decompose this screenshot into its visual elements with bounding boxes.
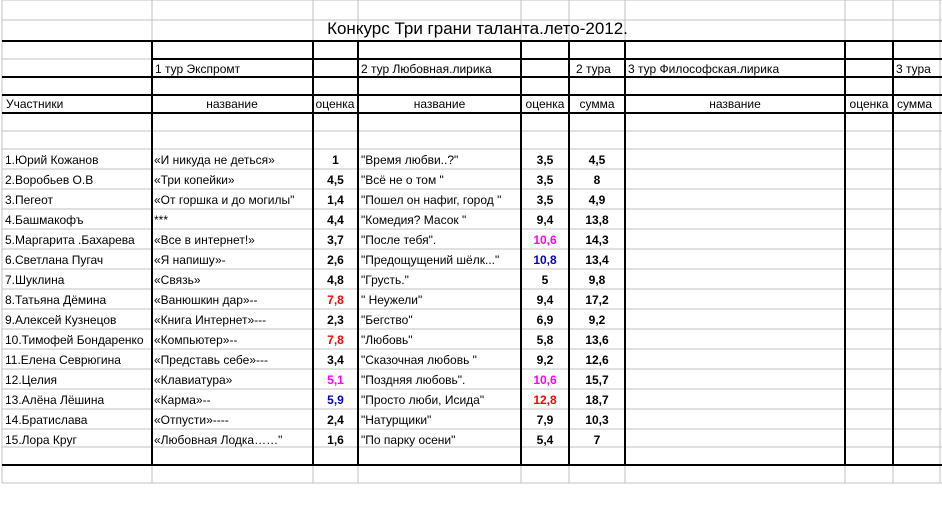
tour1-header[interactable]: 1 тур Экспромт	[155, 62, 241, 76]
tour2-score-cell[interactable]: 5	[541, 273, 549, 287]
two-tours-sum-cell[interactable]: 7	[593, 433, 601, 447]
tour1-score-cell[interactable]: 1,6	[327, 433, 344, 447]
participant-cell[interactable]: 10.Тимофей Бондаренко	[5, 333, 144, 347]
tour1-score-cell[interactable]: 7,8	[327, 333, 344, 347]
tour2-title-cell[interactable]: "Любовь"	[361, 333, 413, 347]
tour1-title-cell[interactable]: «От горшка и до могилы"	[154, 193, 295, 207]
tour2-score-cell[interactable]: 10,6	[533, 233, 557, 247]
tour2-title-cell[interactable]: " Неужели"	[361, 293, 423, 307]
two-tours-sum-cell[interactable]: 15,7	[585, 373, 609, 387]
participant-cell[interactable]: 9.Алексей Кузнецов	[5, 313, 117, 327]
tour3-score-header[interactable]: оценка	[849, 97, 889, 111]
tour2-score-header[interactable]: оценка	[525, 97, 565, 111]
tour1-title-cell[interactable]: ***	[154, 213, 169, 227]
tour1-score-cell[interactable]: 2,3	[327, 313, 344, 327]
participant-cell[interactable]: 11.Елена Севрюгина	[5, 353, 121, 367]
tour1-title-cell[interactable]: «Книга Интернет»---	[154, 313, 267, 327]
tour1-score-cell[interactable]: 7,8	[327, 293, 344, 307]
tour1-title-cell[interactable]: «И никуда не деться»	[154, 153, 275, 167]
participant-cell[interactable]: 3.Пегеот	[5, 193, 53, 207]
tour1-score-cell[interactable]: 4,8	[327, 273, 344, 287]
tour2-title-cell[interactable]: "Сказочная любовь "	[361, 353, 477, 367]
tour3-sum-header[interactable]: сумма	[897, 97, 933, 111]
two-tours-sum-cell[interactable]: 10,3	[585, 413, 609, 427]
tour2-title-cell[interactable]: "Бегство"	[361, 313, 413, 327]
two-tours-sum-cell[interactable]: 13,6	[585, 333, 609, 347]
tour1-title-cell[interactable]: «Я напишу»-	[154, 253, 226, 267]
tour2-title-cell[interactable]: "Всё не о том "	[361, 173, 444, 187]
tour2-score-cell[interactable]: 3,5	[536, 153, 554, 167]
tour2-score-cell[interactable]: 5,4	[536, 433, 554, 447]
tour1-title-cell[interactable]: «Карма»--	[154, 393, 211, 407]
tour1-score-cell[interactable]: 4,5	[327, 173, 344, 187]
participant-cell[interactable]: 12.Целия	[5, 373, 58, 387]
tour2-score-cell[interactable]: 9,4	[536, 293, 554, 307]
tour2-score-cell[interactable]: 3,5	[536, 193, 554, 207]
tour1-title-cell[interactable]: «Компьютер»--	[154, 333, 238, 347]
tour2-score-cell[interactable]: 7,9	[536, 413, 554, 427]
tour1-title-cell[interactable]: «Ванюшкин дар»--	[154, 293, 258, 307]
two-tours-sum-header[interactable]: 2 тура	[576, 62, 611, 76]
tour2-title-cell[interactable]: "Комедия? Масок "	[361, 213, 467, 227]
tour1-title-cell[interactable]: «Представь себе»---	[154, 353, 268, 367]
tour1-title-cell[interactable]: «Связь»	[154, 273, 201, 287]
two-tours-sum-cell[interactable]: 8	[593, 173, 601, 187]
tour2-title-cell[interactable]: "Поздняя любовь".	[361, 373, 466, 387]
participant-cell[interactable]: 13.Алёна Лёшина	[5, 393, 105, 407]
tour3-header[interactable]: 3 тур Философская.лирика	[628, 62, 780, 76]
tour1-score-cell[interactable]: 1,4	[327, 193, 344, 207]
tour2-name-header[interactable]: название	[413, 97, 466, 111]
two-tours-sum-cell[interactable]: 4,9	[588, 193, 606, 207]
tour1-score-cell[interactable]: 2,4	[327, 413, 344, 427]
tour1-score-cell[interactable]: 1	[332, 153, 339, 167]
two-tours-sum-cell[interactable]: 13,8	[585, 213, 609, 227]
tour2-title-cell[interactable]: "Предощущений шёлк..."	[361, 253, 500, 267]
sheet-title: Конкурс Три грани таланта.лето-2012.	[327, 19, 628, 38]
participant-cell[interactable]: 15.Лора Круг	[5, 433, 77, 447]
participant-cell[interactable]: 5.Маргарита .Бахарева	[5, 233, 135, 247]
tour2-score-cell[interactable]: 10,8	[533, 253, 557, 267]
tour2-title-cell[interactable]: "По парку осени"	[361, 433, 456, 447]
two-tours-sum-cell[interactable]: 4,5	[588, 153, 606, 167]
tour1-name-header[interactable]: название	[206, 97, 258, 111]
two-tours-sum-cell[interactable]: 9,2	[588, 313, 606, 327]
tour2-score-cell[interactable]: 10,6	[533, 373, 557, 387]
tour1-score-cell[interactable]: 4,4	[327, 213, 344, 227]
tour3-name-header[interactable]: название	[709, 97, 761, 111]
tour1-score-cell[interactable]: 2,6	[327, 253, 344, 267]
tour2-score-cell[interactable]: 9,2	[536, 353, 554, 367]
participants-header[interactable]: Участники	[6, 97, 64, 111]
two-tours-sum-cell[interactable]: 14,3	[585, 233, 609, 247]
two-tours-sum-cell[interactable]: 17,2	[585, 293, 609, 307]
two-tours-sum-cell[interactable]: 12,6	[585, 353, 609, 367]
tour2-sum-header[interactable]: сумма	[579, 97, 615, 111]
tour1-score-cell[interactable]: 3,7	[327, 233, 344, 247]
participant-cell[interactable]: 14.Братислава	[5, 413, 88, 427]
tour1-title-cell[interactable]: «Все в интернет!»	[154, 233, 255, 247]
tour1-title-cell[interactable]: «Клавиатура»	[154, 373, 233, 387]
participant-cell[interactable]: 1.Юрий Кожанов	[5, 153, 99, 167]
participant-cell[interactable]: 4.Башмакофъ	[5, 213, 84, 227]
tour1-score-cell[interactable]: 5,9	[327, 393, 344, 407]
participant-cell[interactable]: 2.Воробьев О.В	[5, 173, 94, 187]
tour2-score-cell[interactable]: 6,9	[536, 313, 554, 327]
tour2-title-cell[interactable]: "После тебя".	[361, 233, 437, 247]
tour2-title-cell[interactable]: "Грусть."	[361, 273, 409, 287]
tour2-header[interactable]: 2 тур Любовная.лирика	[361, 62, 492, 76]
participant-cell[interactable]: 7.Шуклина	[5, 273, 65, 287]
tour2-title-cell[interactable]: "Пошел он нафиг, город "	[361, 193, 502, 207]
tour1-title-cell[interactable]: «Любовная Лодка……"	[154, 433, 283, 447]
two-tours-sum-cell[interactable]: 9,8	[588, 273, 606, 287]
two-tours-sum-cell[interactable]: 13,4	[585, 253, 609, 267]
tour1-score-header[interactable]: оценка	[315, 97, 355, 111]
two-tours-sum-cell[interactable]: 18,7	[585, 393, 609, 407]
tour1-title-cell[interactable]: «Три копейки»	[154, 173, 235, 187]
tour1-score-cell[interactable]: 5,1	[327, 373, 344, 387]
participant-cell[interactable]: 6.Светлана Пугач	[5, 253, 104, 267]
tour2-score-cell[interactable]: 9,4	[536, 213, 554, 227]
tour2-score-cell[interactable]: 5,8	[536, 333, 554, 347]
tour2-score-cell[interactable]: 3,5	[536, 173, 554, 187]
tour2-title-cell[interactable]: "Просто люби, Исида"	[361, 393, 485, 407]
tour1-score-cell[interactable]: 3,4	[327, 353, 344, 367]
tour1-title-cell[interactable]: «Отпусти»----	[154, 413, 229, 427]
three-tours-sum-header[interactable]: 3 тура	[896, 62, 931, 76]
tour2-score-cell[interactable]: 12,8	[533, 393, 557, 407]
participant-cell[interactable]: 8.Татьяна Дёмина	[5, 293, 107, 307]
tour2-title-cell[interactable]: "Натурщики"	[361, 413, 432, 427]
tour2-title-cell[interactable]: "Время любви..?"	[361, 153, 459, 167]
